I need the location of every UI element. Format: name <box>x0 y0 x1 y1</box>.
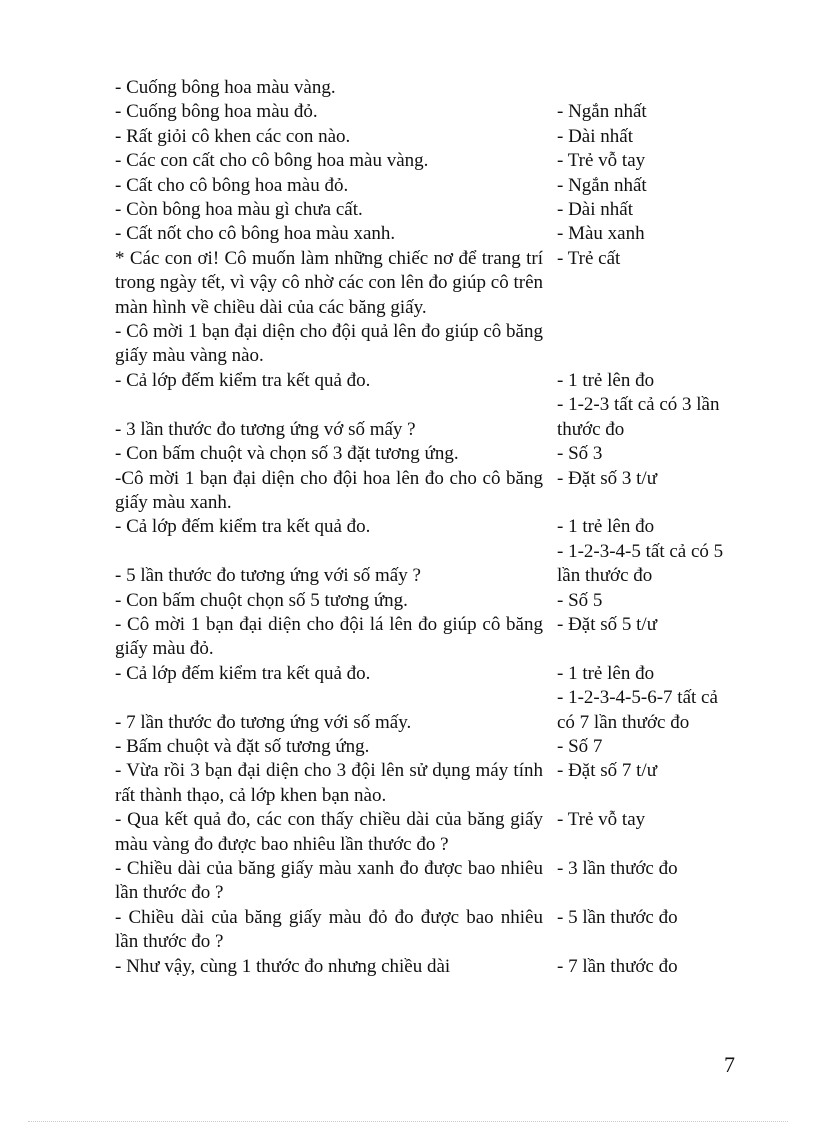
teacher-activity: - Chiều dài của băng giấy màu xanh đo được bao nhiêu lần thước đo ? <box>115 858 543 904</box>
teacher-activity: * Các con ơi! Cô muốn làm những chiếc nơ để trang trí trong ngày tết, vì vậy cô nhờ các con lên đo giúp cô trên màn hình về chiều dài của các băng giấy. <box>115 247 543 318</box>
teacher-activity: - Cô mời 1 bạn đại diện cho đội lá lên đo giúp cô băng giấy màu đỏ. <box>115 613 543 660</box>
teacher-activity: - Cả lớp đếm kiểm tra kết quả đo. <box>115 369 371 391</box>
teacher-activity: - Cuống bông hoa màu đỏ. <box>115 101 318 123</box>
child-activity <box>557 320 757 369</box>
table-row <box>115 76 757 100</box>
child-activity: - Ngắn nhất <box>557 174 647 196</box>
child-activity: - Màu xanh <box>557 223 645 245</box>
table-row <box>115 222 757 246</box>
teacher-activity: - Con bấm chuột và chọn số 3 đặt tương ứng. <box>115 443 459 465</box>
table-row <box>115 393 757 417</box>
child-activity <box>557 76 757 100</box>
table-row <box>115 613 757 662</box>
child-activity: - Trẻ vỗ tay <box>557 150 646 172</box>
table-row <box>115 735 757 759</box>
teacher-activity: - Qua kết quả đo, các con thấy chiều dài của băng giấy màu vàng đo được bao nhiêu lần thước đo ? <box>115 809 543 855</box>
child-activity: lần thước đo <box>557 565 653 587</box>
teacher-activity: - Cất nốt cho cô bông hoa màu xanh. <box>115 223 396 245</box>
child-activity: - Số 3 <box>557 443 603 465</box>
table-row <box>115 174 757 198</box>
child-activity: - Trẻ vỗ tay <box>557 809 646 831</box>
table-row <box>115 467 757 516</box>
teacher-activity <box>115 393 543 417</box>
teacher-activity: - Cả lớp đếm kiểm tra kết quả đo. <box>115 516 371 538</box>
table-row <box>115 320 757 369</box>
table-row <box>115 442 757 466</box>
teacher-activity: - Như vậy, cùng 1 thước đo nhưng chiều dài <box>115 955 451 977</box>
table-row <box>115 906 757 955</box>
teacher-activity: - Vừa rồi 3 bạn đại diện cho 3 đội lên sử dụng máy tính rất thành thạo, cả lớp khen bạn nào. <box>115 760 543 806</box>
child-activity: có 7 lần thước đo <box>557 711 690 733</box>
teacher-activity: - Con bấm chuột chọn số 5 tương ứng. <box>115 589 408 611</box>
teacher-activity: - Chiều dài của băng giấy màu đỏ đo được bao nhiêu lần thước đo ? <box>115 906 543 953</box>
table-row <box>115 418 757 442</box>
child-activity: - Đặt số 3 t/ư <box>557 467 658 489</box>
child-activity: - Trẻ cất <box>557 247 621 269</box>
child-activity: - Dài nhất <box>557 125 633 147</box>
child-activity: - Số 5 <box>557 589 603 611</box>
table-row <box>115 100 757 124</box>
child-activity: - 1-2-3-4-5-6-7 tất cả <box>557 687 718 709</box>
child-activity: - 3 lần thước đo <box>557 858 678 879</box>
table-row <box>115 759 757 808</box>
table-row <box>115 857 757 906</box>
page-number: 7 <box>724 1052 735 1077</box>
teacher-activity: - 5 lần thước đo tương ứng với số mấy ? <box>115 565 421 587</box>
teacher-activity <box>115 540 543 564</box>
teacher-activity: - Cất cho cô bông hoa màu đỏ. <box>115 174 349 196</box>
child-activity: - Đặt số 5 t/ư <box>557 613 658 635</box>
child-activity: thước đo <box>557 418 625 440</box>
teacher-activity: - 3 lần thước đo tương ứng vớ số mấy ? <box>115 418 416 440</box>
table-row <box>115 662 757 686</box>
table-row <box>115 564 757 588</box>
child-activity: - Ngắn nhất <box>557 101 647 123</box>
teacher-activity: - Cả lớp đếm kiểm tra kết quả đo. <box>115 662 371 684</box>
teacher-activity: - 7 lần thước đo tương ứng với số mấy. <box>115 711 412 733</box>
teacher-activity: - Bấm chuột và đặt số tương ứng. <box>115 735 370 757</box>
table-row <box>115 686 757 710</box>
teacher-activity: - Cuống bông hoa màu vàng. <box>115 77 336 98</box>
child-activity: - 1-2-3 tất cả có 3 lần <box>557 394 720 416</box>
child-activity: - Đặt số 7 t/ư <box>557 760 658 782</box>
table-row <box>115 955 757 979</box>
child-activity: - 1 trẻ lên đo <box>557 662 655 684</box>
child-activity: - 5 lần thước đo <box>557 906 678 928</box>
table-row <box>115 247 757 320</box>
child-activity: - 7 lần thước đo <box>557 955 678 977</box>
table-row <box>115 149 757 173</box>
teacher-activity: - Cô mời 1 bạn đại diện cho đội quả lên đo giúp cô băng giấy màu vàng nào. <box>115 321 543 367</box>
table-row <box>115 198 757 222</box>
table-row <box>115 540 757 564</box>
child-activity: - 1 trẻ lên đo <box>557 516 655 538</box>
lesson-table <box>115 76 757 979</box>
teacher-activity: - Rất giỏi cô khen các con nào. <box>115 125 351 147</box>
table-row <box>115 515 757 539</box>
child-activity: - Dài nhất <box>557 199 633 221</box>
child-activity: - Số 7 <box>557 735 603 757</box>
child-activity: - 1-2-3-4-5 tất cả có 5 <box>557 540 724 562</box>
child-activity: - 1 trẻ lên đo <box>557 369 655 391</box>
table-row <box>115 808 757 857</box>
table-row <box>115 589 757 613</box>
table-row <box>115 125 757 149</box>
teacher-activity <box>115 686 543 710</box>
teacher-activity: -Cô mời 1 bạn đại diện cho đội hoa lên đo cho cô băng giấy màu xanh. <box>115 467 543 513</box>
table-row <box>115 711 757 735</box>
footer-divider <box>28 1121 788 1122</box>
teacher-activity: - Các con cất cho cô bông hoa màu vàng. <box>115 150 429 172</box>
table-row <box>115 369 757 393</box>
teacher-activity: - Còn bông hoa màu gì chưa cất. <box>115 199 363 221</box>
